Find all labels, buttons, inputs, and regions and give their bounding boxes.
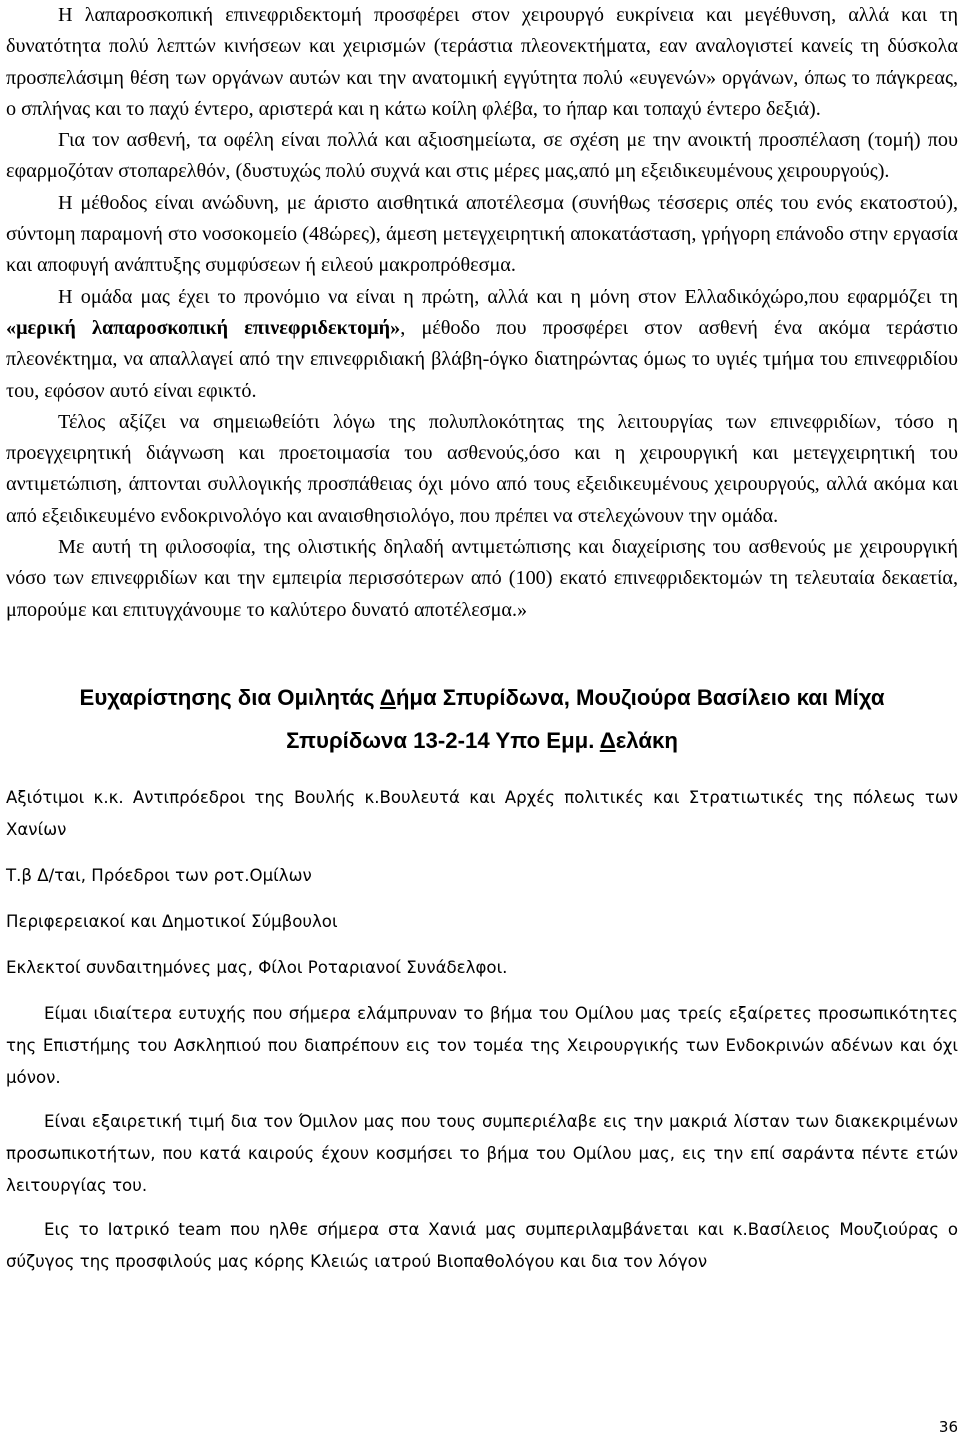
address-line: Περιφερειακοί και Δημοτικοί Σύμβουλοι xyxy=(6,911,338,931)
article-body xyxy=(6,0,958,626)
paragraph-method: Η μέθοδος είναι ανώδυνη, με άριστο αισθητικά αποτέλεσμα (συνήθως τέσσερις οπές του ενός εκατοστού), σύντομη παραμονή στο νοσοκομείο (48ώρες), άμεση μετεγχειρητική αποκατάσταση, γρήγορη επάνοδο στην εργασία και αποφυγή ανάπτυξης συμφύσεων ή ειλεού μακροπρόθεσμα. xyxy=(6,191,958,277)
paragraph-laparoscopy: Η λαπαροσκοπική επινεφριδεκτομή προσφέρει στον χειρουργό ευκρίνεια και μεγέθυνση, αλλά και τη δυνατότητα πολύ λεπτών κινήσεων και χειρισμών (τεράστια πλεονεκτήματα, εαν αναλογιστεί κανείς τη δύσκολα προσπελάσιμη θέση των οργάνων αυτών και την ανατομική εγγύτητα πολύ «ευγενών» οργάνων, όπως το πάγκρεας, ο σπλήνας και το παχύ έντερο, αριστερά και η κάτω κοίλη φλέβα, το ήπαρ και τοπαχύ έντερο δεξιά). xyxy=(6,4,958,120)
speech-heading xyxy=(6,676,958,762)
address-line: Αξιότιμοι κ.κ. Αντιπρόεδροι της Βουλής κ.Βουλευτά και Αρχές πολιτικές και Στρατιωτικές της πόλεως των Χανίων xyxy=(6,787,958,839)
paragraph-complexity: Τέλος αξίζει να σημειωθείότι λόγω της πολυπλοκότητας της λειτουργίας των επινεφριδίων, τόσο η προεγχειρητική διάγνωση και προετοιμασία του ασθενούς,όσο και η χειρουργική και μετεγχειρητική του αντιμετώπιση, άπτονται συλλογικής προσπάθειας όχι μόνο από τους εξειδικευμένους χειρουργούς, αλλά ακόμα και από εξειδικευμένο ενδοκρινολόγο και αναισθησιολόγο, που πρέπει να στελεχώνουν την ομάδα. xyxy=(6,410,958,527)
speech-paragraph: Είμαι ιδιαίτερα ευτυχής που σήμερα ελάμπρυναν το βήμα του Ομίλου μας τρείς εξαίρετες προσωπικότητες της Επιστήμης του Ασκληπιού που διαπρέπουν εις τον τομέα της Χειρουργικής των Ενδοκρινών αδένων και όχι μόνον. xyxy=(6,1003,958,1087)
address-line: Εκλεκτοί συνδαιτημόνες μας, Φίλοι Ροταριανοί Συνάδελφοι. xyxy=(6,957,508,977)
heading-line-1: Ευχαρίστησης δια Ομιλητάς Δήμα Σπυρίδωνα, Μουζιούρα Βασίλειο και Μίχα xyxy=(79,684,885,710)
speech-paragraph: Εις το Ιατρικό team που ηλθε σήμερα στα Χανιά μας συμπεριλαμβάνεται και κ.Βασίλειος Μουζιούρας ο σύζυγος της προσφιλούς μας κόρης Κλειώς ιατρού Βιοπαθολόγου και δια τον λόγον xyxy=(6,1219,958,1271)
team-text-bold: «μερική λαπαροσκοπική επινεφριδεκτομή» xyxy=(6,316,401,339)
paragraph-patient-benefits: Για τον ασθενή, τα οφέλη είναι πολλά και αξιοσημείωτα, σε σχέση με την ανοικτή προσπέλαση (τομή) που εφαρμοζόταν στοπαρελθόν, (δυστυχώς πολύ συχνά και στις μέρες μας,από μη εξειδικευμένους χειρουργούς). xyxy=(6,129,958,183)
paragraph-team xyxy=(6,282,958,407)
speech-paragraph: Είναι εξαιρετική τιμή δια τον Όμιλον μας που τους συμπεριέλαβε εις την μακριά λίσταν των διακεκριμένων προσωπικοτήτων, που κατά καιρούς έχουν κοσμήσει το βήμα του Ομίλου μας, εις την επί σαράντα πέντε ετών λειτουργίας του. xyxy=(6,1111,958,1195)
team-text-before: Η ομάδα μας έχει το προνόμιο να είναι η πρώτη, αλλά και η μόνη στον Ελλαδικόχώρο,που εφαρμόζει τη xyxy=(58,285,958,308)
page-number: 36 xyxy=(938,1418,958,1436)
address-line: Τ.β Δ/ται, Πρόεδροι των ροτ.Ομίλων xyxy=(6,865,312,885)
speech-body xyxy=(6,782,958,1278)
team-text-after: , μέθοδο που προσφέρει στον ασθενή ένα ακόμα τεράστιο πλεονέκτημα, να απαλλαγεί από την επινεφριδιακή βλάβη-όγκο διατηρώντας όμως το υγιές τμήμα του επινεφριδίου του, εφόσον αυτό είναι εφικτό. xyxy=(6,316,958,402)
document-page xyxy=(6,0,958,1290)
heading-line-2: Σπυρίδωνα 13-2-14 Υπο Εμμ. Δελάκη xyxy=(286,727,678,753)
paragraph-philosophy: Με αυτή τη φιλοσοφία, της ολιστικής δηλαδή αντιμετώπισης και διαχείρισης του ασθενούς με χειρουργική νόσο των επινεφριδίων και την εμπειρία περισσότερων από (100) εκατό επινεφριδεκτομών τη τελευταία δεκαετία, μπορούμε και επιτυγχάνουμε το καλύτερο δυνατό αποτέλεσμα.» xyxy=(6,536,958,621)
